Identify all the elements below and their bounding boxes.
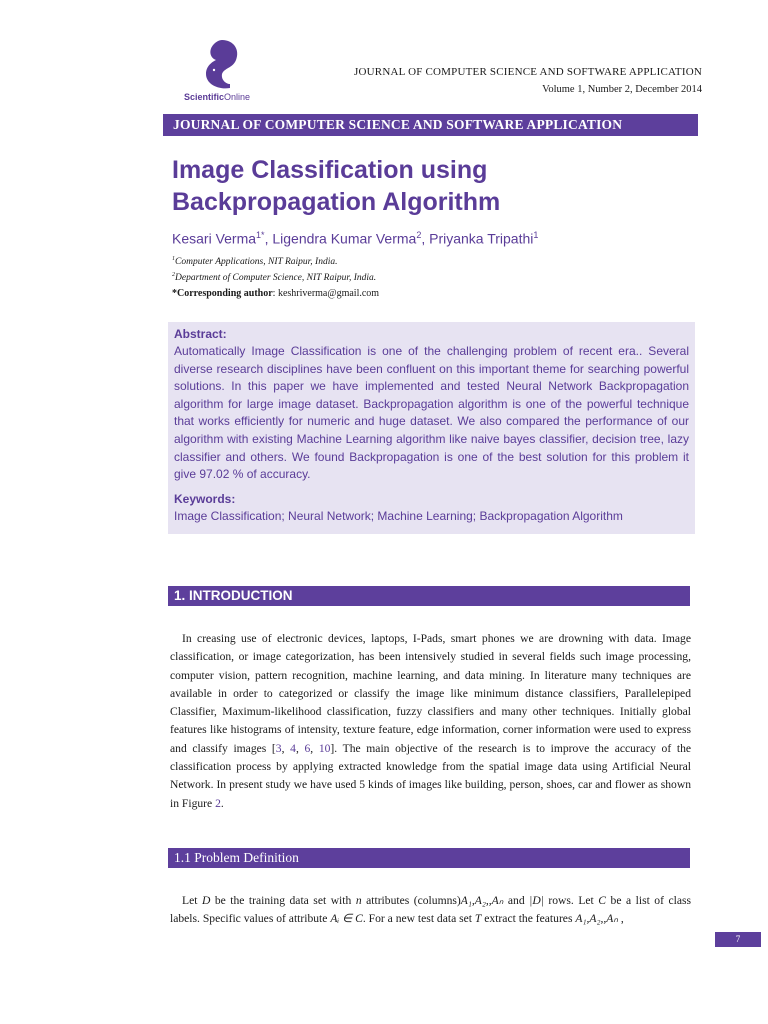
author-name: Kesari Verma [172,230,257,247]
journal-banner: JOURNAL OF COMPUTER SCIENCE AND SOFTWARE APPLICATION [163,114,698,136]
citation-link[interactable]: 3 [275,741,282,755]
abstract-text: Automatically Image Classification is one of the challenging problem of recent era.. Several diverse research disciplines have been confluent on this important theme for searching powerful solutions. In this paper we have implemented and tested Neural Network Backpropagation algorithm for large image dataset. Backpropagation algorithm is one of the powerful technique that works efficiently for numeric and huge dataset. We also compared the performance of our algorithm with existing Machine Learning algorithm like naive bayes classifier, decision tree, lazy classifier and others. We found Backpropagation is one of the best solution for this problem it give 97.02 % of accuracy. [174,344,689,482]
problem-definition-paragraph: Let D be the training data set with n attributes (columns)A₁,A₂,,Aₙ and |D| rows. Let C be a list of class labels. Specific values of attribute Aᵢ ∈ C. For a new test data set T extract the features A₁,A₂,,Aₙ , [170,894,691,926]
citation-link[interactable]: 4 [290,741,296,755]
corresponding-author: *Corresponding author: keshriverma@gmail.com [172,288,380,299]
citation-link[interactable]: 10 [318,741,331,755]
author-list: Kesari Verma$^{1*}$, Ligendra Kumar Verma$^2$, Priyanka Tripathi$^1$ [172,230,539,247]
section-heading-problem-definition: 1.1 Problem Definition [168,848,690,868]
keywords-heading: Keywords: [174,491,236,506]
author-email: : keshriverma@gmail.com [272,288,380,299]
keywords-text: Image Classification; Neural Network; Machine Learning; Backpropagation Algorithm [174,508,623,523]
paper-title: Image Classification using Backpropagation Algorithm [172,156,501,216]
squirrel-logo-icon [200,38,240,90]
affiliation: $^1$Computer Applications, NIT Raipur, India. [172,256,338,268]
header-journal-name: JOURNAL OF COMPUTER SCIENCE AND SOFTWARE APPLICATION [354,66,702,78]
abstract-box [168,322,695,534]
affiliation: $^2$Department of Computer Science, NIT Raipur, India. [172,272,377,284]
header-volume: Volume 1, Number 2, December 2014 [542,84,702,95]
abstract-heading: Abstract: [174,327,227,341]
introduction-paragraph: In creasing use of electronic devices, laptops, I-Pads, smart phones we are drowning with data. Image classification, or image categorization, has been intensively studied in several fields such image processing, computer vision, pattern recognition, machine learning, and data mining. In literature many techniques are available in order to categorized or classify the image like minimum distance classifiers, Parallelepiped Classifier, Maximum-likelihood classification, fuzzy classifiers and many other techniques. Initially global features like histograms of intensity, texture feature, edge information, corner information were used to express and classify images [3, 4, 6, 10]. The main objective of the research is to improve the accuracy of the classification process by applying extracted knowledge from the spatial image data using Artificial Neural Network. In present study we have used 5 kinds of images like building, person, shoes, car and flower as shown in Figure 2. [170,632,692,810]
journal-logo [172,38,272,104]
page-number: 7 [715,932,761,947]
author-name: Priyanka Tripathi [429,230,534,247]
figure-link[interactable]: 2 [215,796,221,810]
citation-link[interactable]: 6 [304,741,311,755]
section-heading-introduction: 1. INTRODUCTION [168,586,690,606]
author-name: Ligendra Kumar Verma [272,230,417,247]
logo-brand-text: ScientificOnline [184,92,251,102]
